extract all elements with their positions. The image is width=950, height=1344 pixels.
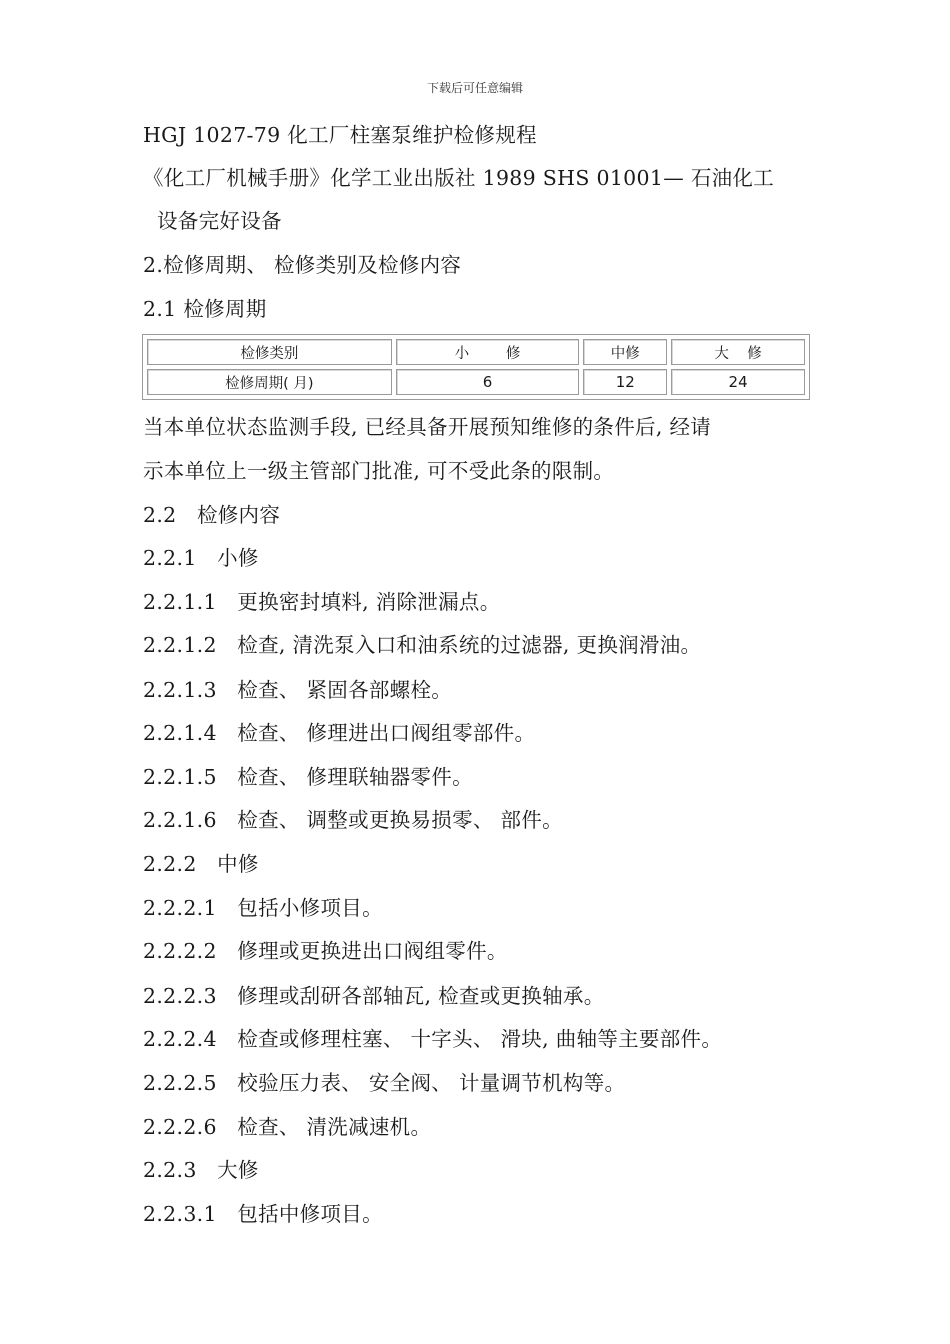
list-item: 2.2.1.3 检查、 紧固各部螺栓。 xyxy=(143,678,453,702)
list-item: 2.2.1 小修 xyxy=(143,546,259,570)
table-header-cell: 检修类别 xyxy=(147,339,392,365)
table-cell: 检修周期( 月) xyxy=(147,369,392,395)
table-cell: 12 xyxy=(583,369,667,395)
list-item: 2.2.1.4 检查、 修理进出口阀组零部件。 xyxy=(143,721,536,745)
section-heading-2: 2.检修周期、 检修类别及检修内容 xyxy=(143,253,462,277)
table-cell: 6 xyxy=(396,369,580,395)
table-header-cell: 小 修 xyxy=(396,339,580,365)
note-line-2: 示本单位上一级主管部门批准, 可不受此条的限制。 xyxy=(143,459,615,483)
list-item: 2.2.3 大修 xyxy=(143,1158,259,1182)
standard-ref-hgj: HGJ 1027-79 化工厂柱塞泵维护检修规程 xyxy=(143,123,537,147)
list-item: 2.2.2.3 修理或刮研各部轴瓦, 检查或更换轴承。 xyxy=(143,984,605,1008)
list-item: 2.2.1.5 检查、 修理联轴器零件。 xyxy=(143,765,473,789)
list-item: 2.2.1.6 检查、 调整或更换易损零、 部件。 xyxy=(143,808,563,832)
list-item: 2.2.2.5 校验压力表、 安全阀、 计量调节机构等。 xyxy=(143,1071,626,1095)
table-row xyxy=(147,369,805,395)
reference-handbook-cont: 设备完好设备 xyxy=(157,209,282,233)
table-header-cell: 大 修 xyxy=(671,339,805,365)
section-heading-2-2: 2.2 检修内容 xyxy=(143,503,281,527)
list-item: 2.2.1.2 检查, 清洗泵入口和油系统的过滤器, 更换润滑油。 xyxy=(143,633,702,657)
reference-handbook: 《化工厂机械手册》化学工业出版社 1989 SHS 01001— 石油化工 xyxy=(143,166,775,190)
list-item: 2.2.2 中修 xyxy=(143,852,259,876)
table-cell: 24 xyxy=(671,369,805,395)
list-item: 2.2.2.6 检查、 清洗减速机。 xyxy=(143,1115,432,1139)
note-line-1: 当本单位状态监测手段, 已经具备开展预知维修的条件后, 经请 xyxy=(143,415,712,439)
page-header: 下载后可任意编辑 xyxy=(426,81,523,95)
list-item: 2.2.2.1 包括小修项目。 xyxy=(143,896,383,920)
list-item: 2.2.1.1 更换密封填料, 消除泄漏点。 xyxy=(143,590,501,614)
list-item: 2.2.2.4 检查或修理柱塞、 十字头、 滑块, 曲轴等主要部件。 xyxy=(143,1027,723,1051)
list-item: 2.2.2.2 修理或更换进出口阀组零件。 xyxy=(143,939,508,963)
list-item: 2.2.3.1 包括中修项目。 xyxy=(143,1202,383,1226)
table-header-cell: 中修 xyxy=(583,339,667,365)
table-header-row xyxy=(147,339,805,365)
maintenance-cycle-table xyxy=(142,334,810,400)
section-heading-2-1: 2.1 检修周期 xyxy=(143,297,267,321)
